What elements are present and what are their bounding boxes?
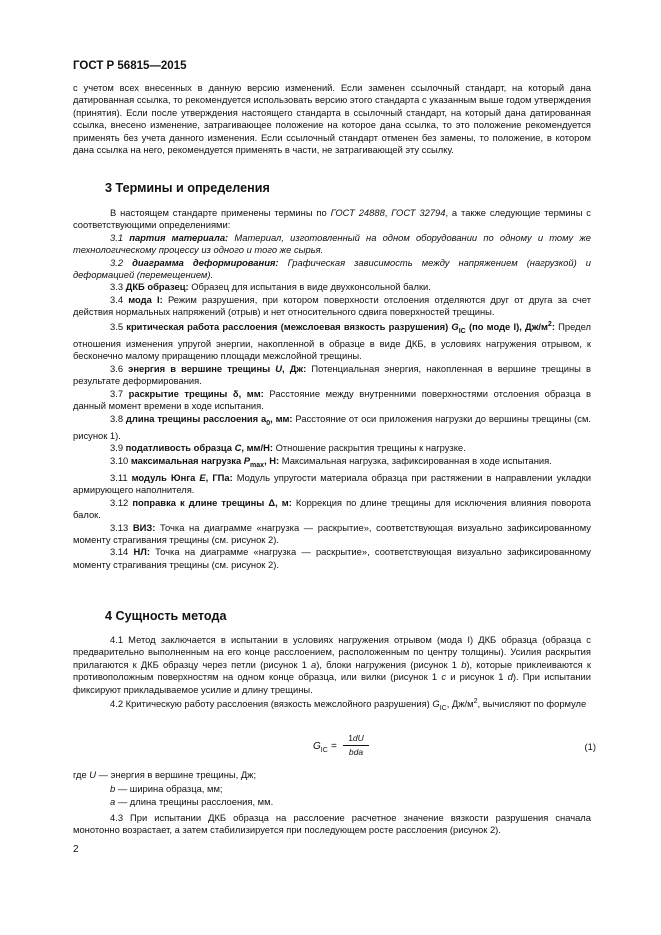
- page-header: ГОСТ Р 56815—2015: [73, 60, 187, 72]
- section-4-heading: 4 Сущность метода: [105, 609, 227, 623]
- term-3-7: 3.7 раскрытие трещины δ, мм: Расстояние между внутренними поверхностями отслоения образца в данный момент времени в ходе испытания.: [73, 387, 592, 412]
- formula-numerator: 1dU: [348, 733, 364, 743]
- section-3-body: [73, 207, 591, 571]
- para-4-2: 4.2 Критическую работу расслоения (вязкость межслойного разрушения) $G_{IC}$, $Дж/м^2$, вычисляют по формуле: [110, 698, 587, 713]
- formula-number: (1): [584, 741, 596, 752]
- para-4-1: 4.1 Метод заключается в испытании в условиях нагружения отрывом (мода I) ДКБ образца (образца с предварительно выполненным на его конце расслоением, расположенным по центру толщины). Усилия раскрытия прилагаются к ДКБ образцу через петли (рисунок 1 a), блоки нагружения (рисунок 1 b), которые приклеиваются к противоположным поверхностям на одном конце образца, или вилки (рисунок 1 c и рисунок 1 d). При испытании фиксируют прикладываемое усилие и длину трещины.: [73, 634, 592, 695]
- term-3-3: 3.3 ДКБ образец: Образец для испытания в виде двухконсольной балки.: [110, 281, 431, 293]
- formula-1: [313, 733, 383, 761]
- fraction-bar: [343, 745, 369, 746]
- term-3-2: 3.2 диаграмма деформирования: Графическая зависимость между напряжением (нагрузкой) и деформацией (перемещением).: [73, 256, 591, 281]
- term-3-10: 3.10 максимальная нагрузка $P_{max}$, Н: Максимальная нагрузка, зафиксированная в ходе испытания.: [110, 454, 552, 469]
- legend-item: a — длина трещины расслоения, мм.: [110, 796, 274, 808]
- term-3-9: 3.9 податливость образца С, мм/Н: Отношение раскрытия трещины к нагрузке.: [110, 442, 466, 454]
- intro-paragraph: [73, 82, 591, 156]
- section-4-body: [73, 634, 591, 715]
- para-4-3-block: [73, 812, 591, 837]
- formula-denominator: bda: [348, 747, 364, 757]
- legend-item: где U — энергия в вершине трещины, Дж;: [73, 769, 257, 780]
- section-3-lead: В настоящем стандарте применены термины по ГОСТ 24888, ГОСТ 32794, а также следующие термины с соответствующими определениями:: [73, 207, 591, 231]
- term-3-14: 3.14 НЛ: Точка на диаграмме «нагрузка — раскрытие», соответствующая визуально зафиксированному моменту страгивания трещины (см. рисунок 2).: [73, 546, 591, 570]
- page-number: 2: [73, 844, 79, 855]
- term-3-8: 3.8 длина трещины расслоения $а_0$, мм: Расстояние от оси приложения нагрузки до вершины трещины (см. рисунок 1).: [73, 412, 591, 441]
- formula-equals: =: [331, 741, 337, 752]
- term-3-11: 3.11 модуль Юнга E, ГПа: Модуль упругости материала образца при растяжении в направлении укладки армирующего наполнителя.: [73, 471, 591, 496]
- term-3-6: 3.6 энергия в вершине трещины U, Дж: Потенциальная энергия, накопленная в вершине трещины в результате деформирования.: [73, 362, 591, 387]
- term-3-1: 3.1 партия материала: Материал, изготовленный на одном оборудовании по одному и тому же технологическому процессу из одного и того же сырья.: [73, 231, 592, 256]
- term-3-13: 3.13 ВИЗ: Точка на диаграмме «нагрузка — раскрытие», соответствующая визуально зафиксированному моменту страгивания трещины (см. рисунок 2).: [73, 521, 591, 545]
- formula-lhs: $G_{IC}$: [313, 741, 328, 754]
- formula-legend: [73, 768, 591, 809]
- section-3-heading: 3 Термины и определения: [105, 181, 270, 195]
- intro-text: с учетом всех внесенных в данную версию изменений. Если заменен ссылочный стандарт, на который дана датированная ссылка, то рекомендуется использовать версию этого стандарта с указанным выше годом утверждения (принятия). Если после утверждения настоящего стандарта в ссылочный стандарт, на который дана датированная ссылка, внесено изменение, затрагивающее положение на которое дана ссылка, то это положение рекомендуется применять без учета данного изменения. Если ссылочный стандарт отменен без замены, то положение, в котором дана ссылка на него, рекомендуется применять в части, не затрагивающей эту ссылку.: [73, 82, 591, 156]
- term-3-12: 3.12 поправка к длине трещины Δ, м: Коррекция по длине трещины для исключения влияния поворота балок.: [73, 496, 591, 521]
- para-4-3: 4.3 При испытании ДКБ образца на расслоение расчетное значение вязкости разрушения сначала монотонно возрастает, а затем стабилизируется при последующем росте расслоения (рисунок 2).: [73, 812, 591, 836]
- legend-item: b — ширина образца, мм;: [110, 782, 223, 794]
- term-3-5: 3.5 критическая работа расслоения (межслоевая вязкость разрушения) $G_{IC}$ (по моде I), $Дж/м^2$: Предел отношения изменения упругой энергии, накопленной в образце в виде ДКБ, в условиях нагружения отрывом, к бесконечно малому приращению площади межслойной трещины.: [73, 320, 591, 362]
- term-3-4: 3.4 мода I: Режим разрушения, при котором поверхности отслоения отделяются друг от друга за счет действия нормальных напряжений (отрыв) и нет относительного сдвига поверхностей трещины.: [73, 293, 591, 318]
